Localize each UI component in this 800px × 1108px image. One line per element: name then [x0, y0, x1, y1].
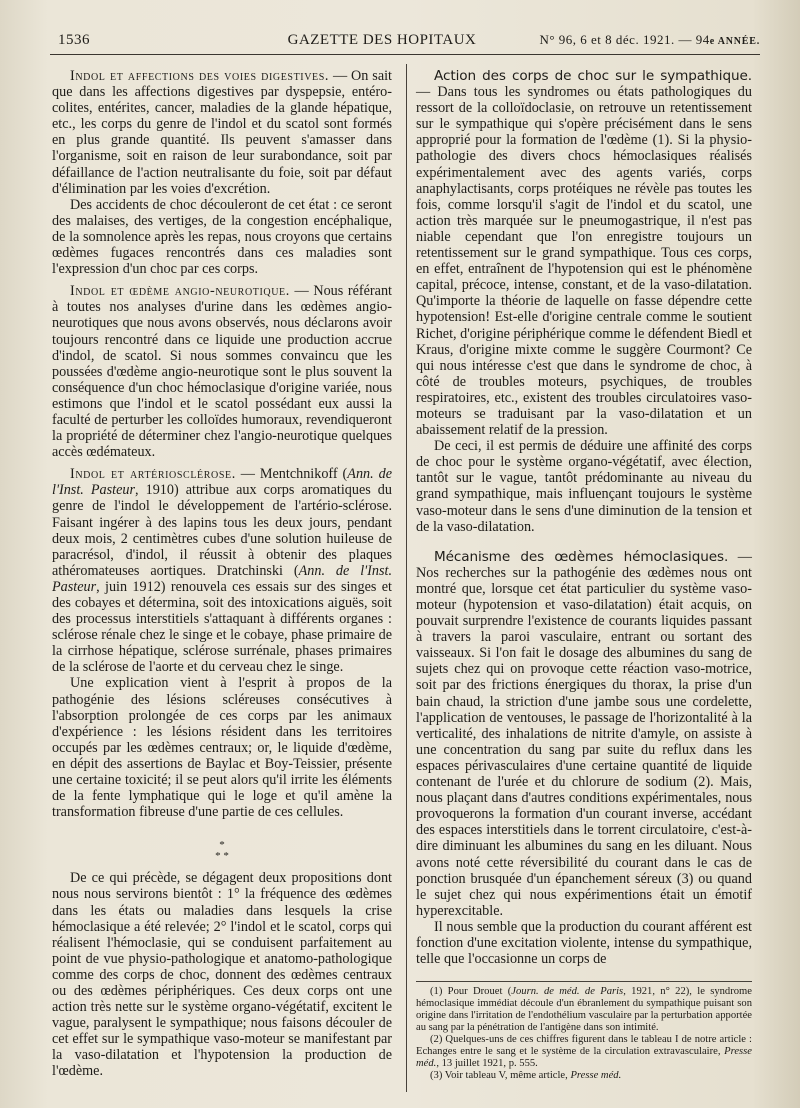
- section-shock-sympathetic: [416, 68, 752, 438]
- section-heading: Action des corps de choc sur le sympathique.: [434, 68, 752, 84]
- asterism-top: *: [219, 839, 225, 852]
- paragraph-text: — Nous référant à toutes nos analyses d'urine dans les œdèmes angio-neurotiques que nous avons observés, nous déclarons avoir toujours rencontré dans ce liquide une production accrue d'indol, de scatol. Si nous sommes convaincu que les poussées d'œdème angio-neurotique sont le plus souvent la conséquence d'un choc hémoclasique d'origine variée, nous estimons que l'indol et le scatol possédant eux aussi la faculté de perturber les colloïdes humoraux, revendiqueront la propriété de déterminer chez l'angio-neurotique quelques accès œdémateux.: [52, 283, 392, 461]
- footnote-3: [416, 1070, 752, 1082]
- footnote-text: (1) Pour Drouet (: [430, 986, 512, 998]
- citation: Journ. de méd. de Paris: [511, 986, 624, 998]
- paragraph: Une explication vient à l'esprit à propos de la pathogénie des lésions scléreuses consécutives à l'absorption prolongée de ces corps par les animaux d'expérience : les lésions résident dans les territoires occupés par les œdèmes centraux; or, le liquide d'œdème, en dépit des assertions de Baylac et Boy-Teissier, présente une certaine toxicité; il se peut alors qu'il irrite les éléments de la fente lymphatique qui le loge et qu'il amène la transformation fibreuse d'une partie de ces cellules.: [52, 675, 392, 821]
- paragraph: Des accidents de choc découleront de cet état : ce seront des malaises, des vertiges, de la congestion encéphalique, de la somnolence après les repas, nous croyons que certains œdèmes fugaces rencontrés dans ces maladies sont l'expression d'un choc par ces corps.: [52, 196, 392, 278]
- section-indol-arteriosclerosis: [52, 466, 392, 675]
- page-number: 1536: [58, 32, 90, 48]
- footnote-text: (3) Voir tableau V, même article,: [430, 1070, 571, 1082]
- header-rule: [50, 54, 760, 55]
- section-heading: Indol et artériosclérose.: [70, 466, 236, 483]
- paragraph-text: , 1910) attribue aux corps aromatiques du genre de l'indol le développement de l'artério-sclérose. Faisant ingérer à des lapins tous les deux jours, pendant deux mois, 2 centimètres cubes d'une solution huileuse de paracrésol, d'indol, il réussit à obtenir des plaques athéromateuses aortiques. Dratchinski (: [52, 482, 392, 579]
- paragraph: De ce qui précède, se dégagent deux propositions dont nous nous servirons bientôt : 1° la fréquence des œdèmes dans les états ou maladies dans lesquels la crise hémoclasique a été relevée; 2° l'indol et le scatol, corps qui réalisent l'hémoclasie, qui se conduisent parfaitement au point de vue physio-pathologique et anatomo-pathologique comme des corps de choc, donnent des œdèmes centraux ou des œdèmes périphériques. Ces deux corps ont une action très nette sur le système organo-végétatif, excitent le vague, paralysent le sympathique; nous faisons découler de cet effet sur le sympathique vaso-moteur se manifestant par la vaso-dilatation et l'hypotension la production de l'œdème.: [52, 870, 392, 1080]
- issue-number: N° 96, 6 et 8 déc. 1921. — 94: [539, 32, 710, 47]
- issue-info: [539, 32, 760, 48]
- left-column: [52, 68, 392, 1080]
- paragraph: Il nous semble que la production du courant afférent est fonction d'une excitation violente, intense du sympathique, telle que l'occasionne un corps de: [416, 918, 752, 968]
- citation: Presse méd.: [416, 1046, 752, 1070]
- journal-title: GAZETTE DES HOPITAUX: [287, 32, 477, 48]
- paragraph-text: — Mentchnikoff (: [235, 466, 348, 483]
- footnote-text: , 13 juillet 1921, p. 555.: [436, 1058, 538, 1070]
- section-indol-angioneurotic: [52, 283, 392, 460]
- section-separator: [52, 840, 392, 862]
- paragraph-text: — Dans tous les syndromes ou états pathologiques du ressort de la colloïdoclasie, on retrouve un retentissement sur le sympathique qui s'opère précisément dans le sens approprié pour la formation de l'œdème (1). Si la physio-pathologie des divers chocs hémoclasiques réalisés expérimentalement avec des agents variés, corps anaphylactisants, corps protéiques ne révèle pas toutes les fois, comme lorsqu'il s'agit de l'indol et du scatol, une action très marquée sur le pneumogastrique, il n'est pas niable cependant que l'on enregistre toujours un retentissement sur le grand sympathique. Tous ces corps, en effet, entraînent de l'hypotension qui est le phénomène capital, précoce, intense, constant, et de la vaso-dilatation. Qu'importe la théorie de laquelle on fasse dépendre cette hypotension! Est-elle d'origine centrale comme le soutient Richet, d'origine périphérique comme le défendent Biedl et Kraus, d'origine mixte comme le suggère Courmont? Ce qui nous intéresse c'est que dans le syndrome de choc, à côté de troubles moteurs, psychiques, de troubles respiratoires, etc., existent des troubles circulatoires vaso-moteurs se traduisant par la vaso-dilatation et un abaissement relatif de la pression.: [416, 84, 752, 439]
- right-column: [416, 68, 752, 1082]
- footnote-text: (2) Quelques-uns de ces chiffres figurent dans le tableau I de notre article : Echanges entre le sang et le système de la circulation extravasculaire,: [416, 1034, 752, 1058]
- running-header: [44, 30, 760, 52]
- paragraph: De ceci, il est permis de déduire une affinité des corps de choc pour le système organo-végétatif, avec élection, tantôt sur le vague, tantôt prédominante au niveau du grand sympathique, mais influençant toujours le système vaso-moteur dans le sens d'une diminution de la tension et de la vaso-dilatation.: [416, 438, 752, 535]
- paragraph-text: , juin 1912) renouvela ces essais sur des singes et des cobayes et détermina, soit des intoxications aiguës, soit des processus interstitiels s'attaquant à différents organes : sclérose rénale chez le singe et le cobaye, phase primaire de la cirrhose hépatique, sclérose surrénale, phases primaires de la sclérose de l'aorte et du cerveau chez le singe.: [52, 578, 392, 676]
- paragraph-text: — On sait que dans les affections digestives par dyspepsie, entéro-colites, entérites, cancer, maladies de la glande hépatique, etc., les corps du genre de l'indol et du scatol sont formés en plus grande quantité. Ils peuvent s'amasser dans l'organisme, soit en raison de leur surabondance, soit par défaillance de l'action neutralisante du foie, soit par défaut d'élimination par les voies d'excrétion.: [52, 68, 392, 197]
- issue-year: e ANNÉE.: [709, 36, 760, 47]
- section-heading: Mécanisme des œdèmes hémoclasiques.: [434, 548, 729, 565]
- column-divider: [406, 64, 407, 1092]
- citation: Ann. de l'Inst. Pasteur: [52, 466, 392, 499]
- footnotes: [416, 981, 752, 1082]
- footnote-1: [416, 986, 752, 1034]
- footnote-2: [416, 1034, 752, 1070]
- paragraph-text: — Nos recherches sur la pathogénie des œdèmes nous ont montré que, lorsque cet état particulier du système vaso-moteur (hypotension et vaso-dilatation) était acquis, on pouvait surprendre l'existence de courants liquides passant à travers la paroi vasculaire, entrant ou sortant des vaisseaux. Si l'on fait le dosage des albumines du sang de sujets chez qui on provoque cette réaction vaso-motrice, soit par des frictions énergiques du thorax, la prise d'un bain chaud, la striction d'une jambe sous une cordelette, l'application de ventouses, le passage de l'horizontalité à la verticalité, des inhalations de nitrite d'amyle, on assiste à une concentration du sang par suite du reflux dans les espaces périvasculaires d'une certaine quantité de liquide contenant de l'urée et du chlorure de sodium (2). Mais, nous plaçant dans d'autres conditions expérimentales, nous provoquerons la formation d'un courant inverse, accédant des espaces interstitiels dans le torrent circulatoire, c'est-à-dire diminuant les albumines du sang en les diluant. Nous avons noté cette réversibilité du courant dans le cas de ponction brusquée d'un épanchement séreux (3) ou quand le sujet chez qui nous expérimentions était un émotif hyperexcitable.: [416, 548, 752, 919]
- asterism-bottom: * *: [215, 850, 229, 863]
- section-heading: Indol et affections des voies digestives.: [70, 68, 330, 84]
- footnote-text: , 1921, n° 22), le syndrome hémoclasique immédiat découle d'un ébranlement du sympathique puisant son origine dans l'irritation de l'endothélium vasculaire par la perturbation apportée au sang par la pénétration de l'antigène dans son intimité.: [416, 986, 752, 1034]
- citation: Ann. de l'Inst. Pasteur: [52, 562, 392, 595]
- section-hemoclasic-edema: [416, 549, 752, 919]
- section-heading: Indol et œdème angio-neurotique.: [70, 283, 290, 300]
- section-indol-digestive: [52, 68, 392, 197]
- citation: Presse méd.: [570, 1070, 622, 1082]
